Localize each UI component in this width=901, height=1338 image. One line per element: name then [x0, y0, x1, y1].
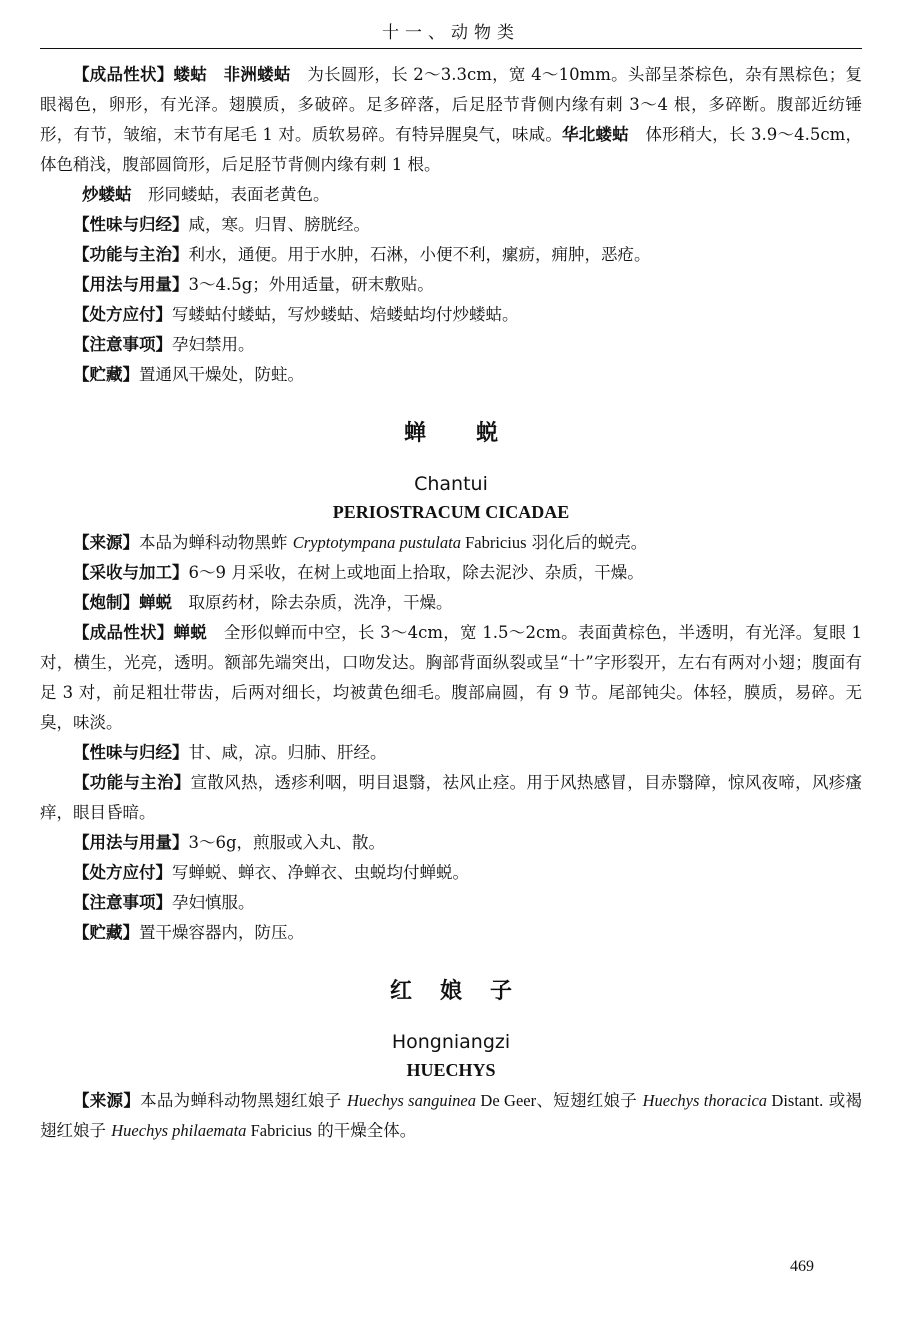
section-label: 【成品性状】	[73, 65, 174, 84]
text: 的干燥全体。	[311, 1121, 417, 1140]
text: 全形似蝉而中空，长 3～4cm，宽 1.5～2cm。表面黄棕色，半透明，有光泽。复眼 1 对，横生，光亮，透明。额部先端突出，口吻发达。胸部背面纵裂或呈“十”字形裂开，左右有两对小翅；腹面有足 3 对，前足粗壮带齿，后两对细长，均被黄色细毛。腹部扁圆，有 9 节。尾部钝尖。体轻，膜质，易碎。无臭，味淡。	[40, 623, 863, 732]
section-label: 【贮藏】	[73, 365, 139, 384]
page-body	[40, 60, 862, 1146]
species-name: Huechys philaemata	[111, 1121, 247, 1140]
lougu-chao	[40, 180, 862, 210]
text: 写蝼蛄付蝼蛄，写炒蝼蛄、焙蝼蛄均付炒蝼蛄。	[172, 305, 519, 324]
section-label: 【处方应付】	[73, 863, 172, 882]
term: 华北蝼蛄	[562, 125, 629, 144]
entry-pinyin-hongniangzi: Hongniangzi	[391, 1031, 511, 1053]
section-label: 【采收与加工】	[73, 563, 189, 582]
hongniangzi-laiyuan	[40, 1086, 862, 1146]
text: 写蝉蜕、蝉衣、净蝉衣、虫蜕均付蝉蜕。	[172, 863, 469, 882]
text: 或褐翅红娘子	[40, 1091, 863, 1140]
text: 置通风干燥处，防蛀。	[139, 365, 304, 384]
author: Distant.	[767, 1091, 824, 1110]
entry-title-hongniangzi: 红娘子	[389, 979, 540, 1004]
section-label: 【性味与归经】	[73, 743, 189, 762]
page-number: 469	[790, 1258, 814, 1275]
text: 孕妇慎服。	[172, 893, 255, 912]
author: De Geer	[476, 1091, 537, 1110]
text: 形同蝼蛄，表面老黄色。	[131, 185, 330, 204]
running-header: 十一、动物类	[382, 23, 520, 43]
term: 蝉蜕	[173, 623, 208, 642]
section-label: 【注意事项】	[73, 335, 172, 354]
term: 蝼蛄 非洲蝼蛄	[173, 65, 291, 84]
lougu-xingwei	[40, 210, 862, 240]
section-label: 【功能与主治】	[73, 773, 191, 792]
lougu-zhuyi	[40, 330, 862, 360]
chantui-laiyuan	[40, 528, 862, 558]
text: 、短翅红娘子	[536, 1091, 643, 1110]
lougu-zhucang	[40, 360, 862, 390]
text: 取原药材，除去杂质，洗净，干燥。	[172, 593, 453, 612]
author: Fabricius	[246, 1121, 312, 1140]
section-label: 【用法与用量】	[73, 275, 189, 294]
chantui-chufang	[40, 858, 862, 888]
section-label: 【功能与主治】	[73, 245, 189, 264]
section-label: 【性味与归经】	[73, 215, 189, 234]
entry-pinyin-chantui: Chantui	[414, 473, 488, 495]
section-label: 【成品性状】	[73, 623, 174, 642]
term: 炒蝼蛄	[82, 185, 132, 204]
text: 宣散风热，透疹利咽，明目退翳，祛风止痉。用于风热感冒，目赤翳障，惊风夜啼，风疹瘙痒，眼目昏暗。	[40, 773, 863, 822]
text: 甘、咸，凉。归肺、肝经。	[188, 743, 387, 762]
chantui-xingzhuang	[40, 618, 862, 738]
text: 3～6g，煎服或入丸、散。	[188, 833, 386, 852]
lougu-gongneng	[40, 240, 862, 270]
text: 体形稍大，长 3.9～4.5cm，体色稍浅，腹部圆筒形，后足胫节背侧内缘有刺 1 根。	[40, 125, 862, 174]
chantui-caishou	[40, 558, 862, 588]
chantui-gongneng	[40, 768, 862, 828]
text: 咸，寒。归胃、膀胱经。	[188, 215, 370, 234]
chantui-xingwei	[40, 738, 862, 768]
chantui-paozhi	[40, 588, 862, 618]
text: 置干燥容器内，防压。	[139, 923, 304, 942]
text: 羽化后的蜕壳。	[526, 533, 648, 552]
chantui-yongfa	[40, 828, 862, 858]
entry-latin-hongniangzi: HUECHYS	[406, 1060, 496, 1080]
entry-latin-chantui: PERIOSTRACUM CICADAE	[332, 502, 570, 522]
header-rule	[40, 48, 862, 49]
chantui-zhucang	[40, 918, 862, 948]
chantui-zhuyi	[40, 888, 862, 918]
lougu-xingzhuang	[40, 60, 862, 180]
species-name: Cryptotympana pustulata	[292, 533, 461, 552]
lougu-chufang	[40, 300, 862, 330]
text: 本品为蝉科动物黑翅红娘子	[140, 1091, 347, 1110]
section-label: 【注意事项】	[73, 893, 172, 912]
section-label: 【炮制】	[73, 593, 139, 612]
text: 为长圆形，长 2～3.3cm，宽 4～10mm。头部呈茶棕色，杂有黑棕色；复眼褐色，卵形，有光泽。翅膜质，多破碎。足多碎落，后足胫节背侧内缘有刺 3～4 根，多碎断。腹部近纺锤形，有节，皱缩，末节有尾毛 1 对。质软易碎。有特异腥臭气，味咸。	[40, 65, 863, 144]
lougu-yongfa	[40, 270, 862, 300]
text: 孕妇禁用。	[172, 335, 255, 354]
species-name: Huechys sanguinea	[346, 1091, 476, 1110]
term: 蝉蜕	[139, 593, 172, 612]
text: 本品为蝉科动物黑蚱	[139, 533, 293, 552]
section-label: 【贮藏】	[73, 923, 139, 942]
section-label: 【处方应付】	[73, 305, 172, 324]
text: 利水，通便。用于水肿，石淋，小便不利，瘰疬，痈肿，恶疮。	[188, 245, 651, 264]
entry-title-chantui: 蝉蜕	[403, 421, 548, 446]
text: 6～9 月采收，在树上或地面上拾取，除去泥沙、杂质，干燥。	[188, 563, 644, 582]
author: Fabricius	[460, 533, 527, 552]
species-name: Huechys thoracica	[642, 1091, 768, 1110]
text: 3～4.5g；外用适量，研末敷贴。	[188, 275, 434, 294]
section-label: 【来源】	[73, 533, 139, 552]
section-label: 【来源】	[73, 1091, 141, 1110]
section-label: 【用法与用量】	[73, 833, 189, 852]
